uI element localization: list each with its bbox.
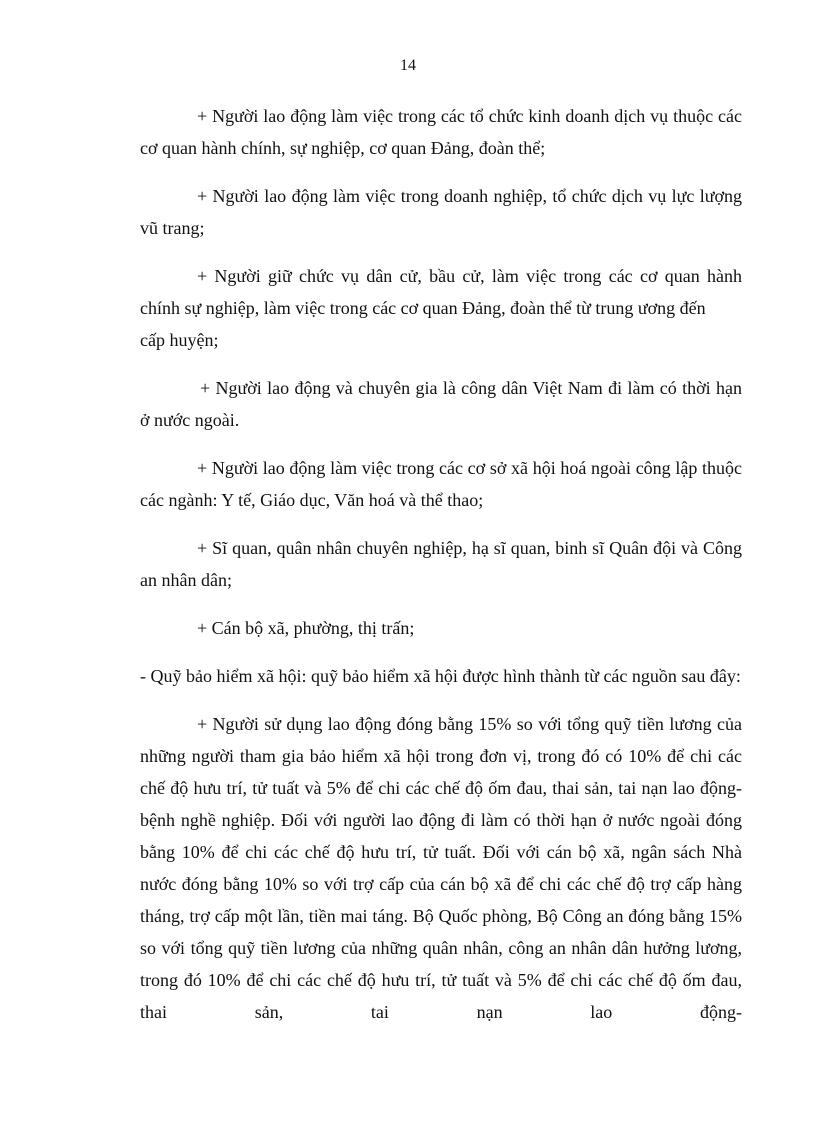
- paragraph-overseas-workers: + Người lao động và chuyên gia là công dân Việt Nam đi làm có thời hạn ở nước ngoài.: [140, 378, 742, 430]
- paragraph-district-level: cấp huyện;: [140, 330, 219, 350]
- paragraph-armed-forces-enterprise-workers: + Người lao động làm việc trong doanh nghiệp, tổ chức dịch vụ lực lượng vũ trang;: [140, 186, 742, 238]
- paragraph-socialized-sector-workers: + Người lao động làm việc trong các cơ sở xã hội hoá ngoài công lập thuộc các ngành: Y tế, Giáo dục, Văn hoá và thể thao;: [140, 458, 742, 510]
- paragraph-elected-officials: + Người giữ chức vụ dân cử, bầu cử, làm việc trong các cơ quan hành chính sự nghiệp, làm việc trong các cơ quan Đảng, đoàn thể từ trung ương đến: [140, 266, 742, 318]
- paragraph-military-police: + Sĩ quan, quân nhân chuyên nghiệp, hạ sĩ quan, binh sĩ Quân đội và Công an nhân dân;: [140, 538, 742, 590]
- paragraph-business-service-workers: + Người lao động làm việc trong các tổ chức kinh doanh dịch vụ thuộc các cơ quan hành chính, sự nghiệp, cơ quan Đảng, đoàn thể;: [140, 106, 742, 158]
- document-body: [140, 100, 742, 1028]
- page-number: 14: [400, 57, 416, 74]
- paragraph-social-insurance-fund: - Quỹ bảo hiểm xã hội: quỹ bảo hiểm xã hội được hình thành từ các nguồn sau đây:: [140, 666, 741, 686]
- paragraph-employer-contribution: + Người sử dụng lao động đóng bằng 15% so với tổng quỹ tiền lương của những người tham gia bảo hiểm xã hội trong đơn vị, trong đó có 10% để chi các chế độ hưu trí, tử tuất và 5% để chi các chế độ ốm đau, thai sản, tai nạn lao động-bệnh nghề nghiệp. Đối với người lao động đi làm có thời hạn ở nước ngoài đóng bằng 10% để chi các chế độ hưu trí, tử tuất. Đối với cán bộ xã, ngân sách Nhà nước đóng bằng 10% so với trợ cấp của cán bộ xã để chi các chế độ trợ cấp hàng tháng, trợ cấp một lần, tiền mai táng. Bộ Quốc phòng, Bộ Công an đóng bằng 15% so với tổng quỹ tiền lương của những quân nhân, công an nhân dân hưởng lương, trong đó 10% để chi các chế độ hưu trí, tử tuất và 5% để chi các chế độ ốm đau, thai sản, tai nạn lao động-: [140, 714, 742, 1022]
- paragraph-commune-officials: + Cán bộ xã, phường, thị trấn;: [197, 618, 415, 638]
